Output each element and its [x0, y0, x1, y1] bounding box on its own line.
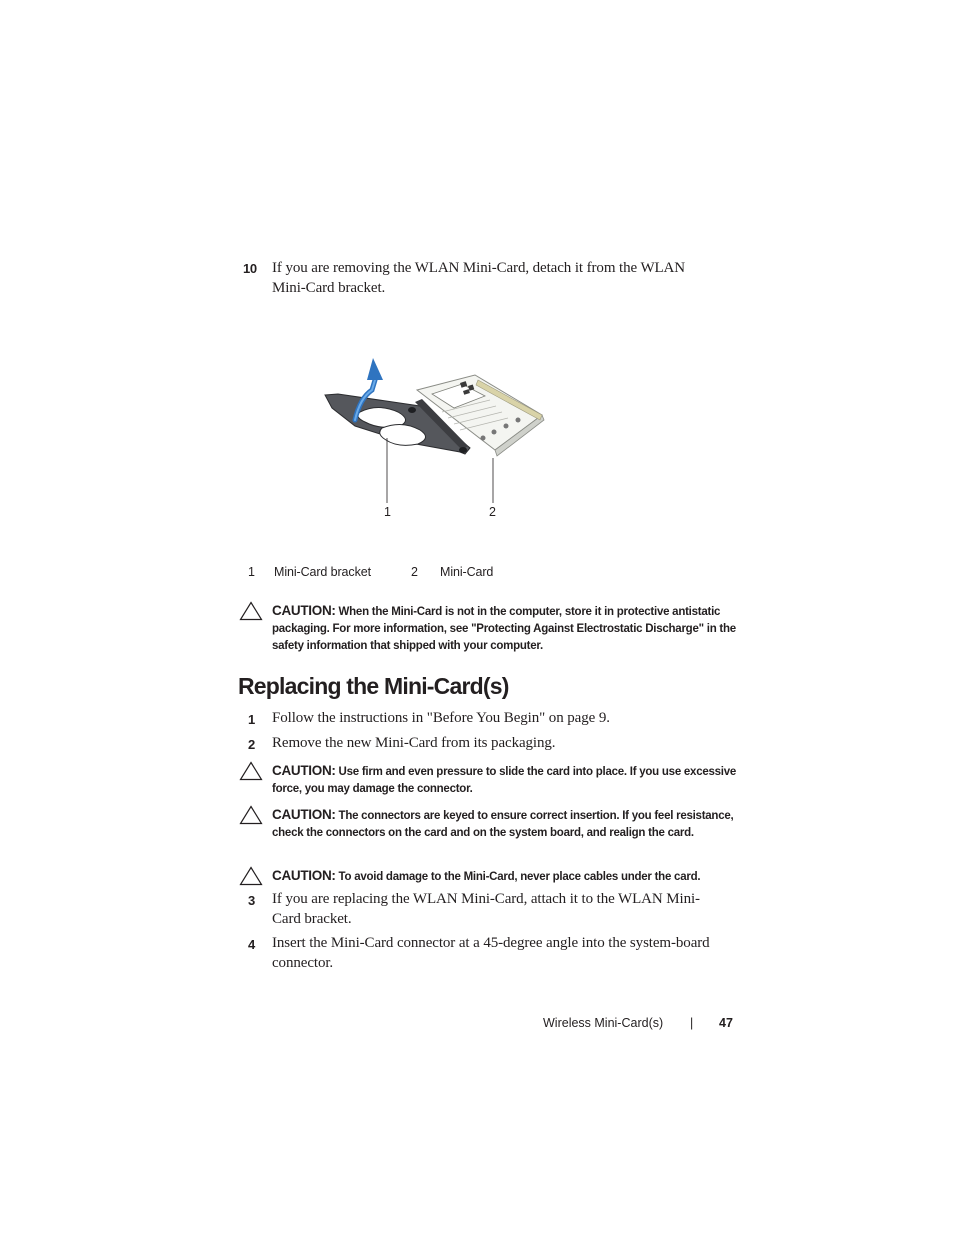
legend-label: Mini-Card	[440, 565, 494, 579]
caution-text: The connectors are keyed to ensure correct insertion. If you feel resistance, check the connectors on the card and on the system board, and realign the card.	[272, 810, 734, 839]
caution-label: CAUTION:	[272, 763, 336, 778]
step-text: If you are replacing the WLAN Mini-Card, attach it to the WLAN Mini-Card bracket.	[272, 891, 700, 927]
caution-icon	[239, 761, 263, 781]
figure-callout-1: 1	[384, 505, 391, 519]
footer-separator: |	[690, 1016, 694, 1030]
step-number: 4	[248, 937, 255, 952]
caution-text: Use firm and even pressure to slide the card into place. If you use excessive force, you may damage the connector.	[272, 766, 737, 795]
step-text: If you are removing the WLAN Mini-Card, detach it from the WLAN Mini-Card bracket.	[272, 260, 686, 296]
caution-note	[272, 602, 744, 655]
page-number: 47	[719, 1016, 733, 1030]
step-number: 2	[248, 737, 255, 752]
caution-text: When the Mini-Card is not in the computer, store it in protective antistatic packaging. For more information, see "Protecting Against Electrostatic Discharge" in the safety information that shipped with your computer.	[272, 606, 736, 652]
caution-label: CAUTION:	[272, 807, 336, 822]
caution-note	[272, 762, 744, 798]
step-text: Insert the Mini-Card connector at a 45-degree angle into the system-board connector.	[272, 935, 710, 971]
mini-card-removal-illustration	[320, 350, 555, 525]
figure-callout-2: 2	[489, 505, 496, 519]
step-number: 3	[248, 893, 255, 908]
step-number: 10	[243, 261, 257, 276]
caution-text: To avoid damage to the Mini-Card, never place cables under the card.	[338, 871, 701, 883]
section-heading: Replacing the Mini-Card(s)	[238, 673, 509, 699]
step-number: 1	[248, 712, 255, 727]
step-text: Remove the new Mini-Card from its packaging.	[272, 735, 556, 751]
caution-icon	[239, 805, 263, 825]
caution-note	[272, 806, 744, 842]
footer-section-title: Wireless Mini-Card(s)	[543, 1016, 664, 1030]
legend-number: 1	[248, 565, 255, 579]
caution-icon	[239, 601, 263, 621]
legend-number: 2	[411, 565, 418, 579]
step-text: Follow the instructions in "Before You Begin" on page 9.	[272, 710, 610, 726]
caution-icon	[239, 866, 263, 886]
caution-note	[272, 867, 752, 886]
caution-label: CAUTION:	[272, 603, 336, 618]
caution-label: CAUTION:	[272, 868, 336, 883]
legend-label: Mini-Card bracket	[274, 565, 371, 579]
